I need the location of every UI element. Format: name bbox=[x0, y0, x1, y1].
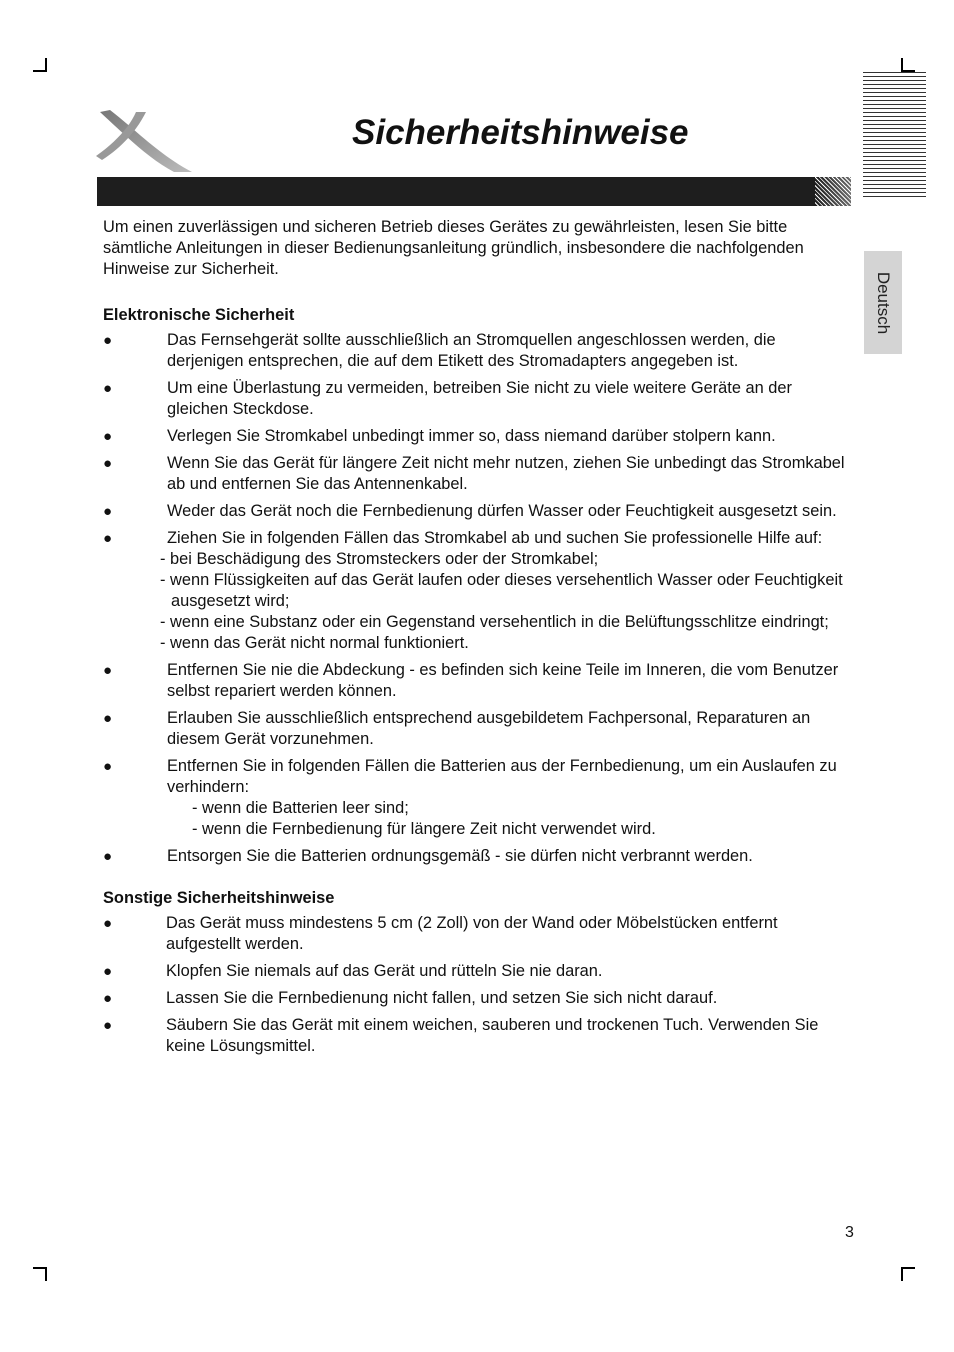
list-item bbox=[103, 846, 851, 867]
bullet-icon: ● bbox=[103, 710, 113, 727]
language-tab bbox=[864, 251, 902, 354]
list-item bbox=[103, 330, 851, 372]
sub-item: - wenn die Fernbedienung für längere Zeit nicht verwendet wird. bbox=[192, 820, 656, 838]
crop-mark-top-left bbox=[33, 58, 47, 72]
intro-paragraph: Um einen zuverlässigen und sicheren Betrieb dieses Gerätes zu gewährleisten, lesen Sie bitte sämtliche Anleitungen in dieser Bedienungsanleitung gründlich, insbesondere die nachfolgenden Hinweise zur Sicherheit. bbox=[103, 218, 804, 278]
content bbox=[103, 217, 851, 1063]
list-item-text: Klopfen Sie niemals auf das Gerät und rütteln Sie nie daran. bbox=[166, 962, 603, 980]
sub-item: - wenn die Batterien leer sind; bbox=[192, 799, 409, 817]
bullet-icon: ● bbox=[103, 848, 113, 865]
list-item bbox=[103, 961, 851, 982]
list-item-text: Ziehen Sie in folgenden Fällen das Stromkabel ab und suchen Sie professionelle Hilfe auf: bbox=[167, 529, 823, 547]
list-item bbox=[103, 913, 851, 955]
bullet-icon: ● bbox=[103, 990, 113, 1007]
bullet-icon: ● bbox=[103, 380, 113, 397]
title-bar bbox=[97, 177, 851, 206]
section-gap bbox=[103, 873, 851, 888]
list-item bbox=[103, 453, 851, 495]
bullet-icon: ● bbox=[103, 662, 113, 679]
list-item bbox=[103, 426, 851, 447]
list-item-text: Weder das Gerät noch die Fernbedienung dürfen Wasser oder Feuchtigkeit ausgesetzt sein. bbox=[167, 502, 837, 520]
list-item bbox=[103, 501, 851, 522]
list-item bbox=[103, 708, 851, 750]
list-item bbox=[103, 660, 851, 702]
other-safety-list bbox=[103, 913, 851, 1057]
sub-list-power bbox=[160, 549, 851, 654]
crop-mark-top-right bbox=[901, 58, 915, 72]
list-item bbox=[103, 1015, 851, 1057]
list-item-text: Wenn Sie das Gerät für längere Zeit nicht mehr nutzen, ziehen Sie unbedingt das Stromkabel ab und entfernen Sie das Antennenkabel. bbox=[167, 454, 845, 493]
electronic-safety-list bbox=[103, 330, 851, 867]
decorative-stripes bbox=[863, 72, 926, 198]
crop-mark-bottom-right bbox=[901, 1267, 915, 1281]
sub-item: - wenn Flüssigkeiten auf das Gerät laufen oder dieses versehentlich Wasser oder Feuchtigkeit ausgesetzt wird; bbox=[160, 571, 843, 610]
title-bar-fade bbox=[815, 177, 851, 206]
bullet-icon: ● bbox=[103, 455, 113, 472]
bullet-icon: ● bbox=[103, 503, 113, 520]
list-item-text: Um eine Überlastung zu vermeiden, betreiben Sie nicht zu viele weitere Geräte an der gleichen Steckdose. bbox=[167, 379, 792, 418]
bullet-icon: ● bbox=[103, 963, 113, 980]
list-item bbox=[103, 756, 851, 840]
list-item-text: Das Gerät muss mindestens 5 cm (2 Zoll) von der Wand oder Möbelstücken entfernt aufgestellt werden. bbox=[166, 914, 778, 953]
bullet-icon: ● bbox=[103, 428, 113, 445]
sub-item: - wenn eine Substanz oder ein Gegenstand versehentlich in die Belüftungsschlitze eindringt; bbox=[160, 613, 829, 631]
list-item bbox=[103, 988, 851, 1009]
list-item-text: Entfernen Sie nie die Abdeckung - es befinden sich keine Teile im Inneren, die vom Benutzer selbst repariert werden können. bbox=[167, 661, 839, 700]
list-item-text: Verlegen Sie Stromkabel unbedingt immer so, dass niemand darüber stolpern kann. bbox=[167, 427, 776, 445]
list-item-text: Entsorgen Sie die Batterien ordnungsgemäß - sie dürfen nicht verbrannt werden. bbox=[167, 847, 753, 865]
crop-mark-bottom-left bbox=[33, 1267, 47, 1281]
list-item-text: Das Fernsehgerät sollte ausschließlich an Stromquellen angeschlossen werden, die derjenigen entsprechen, die auf dem Etikett des Stromadapters angegeben ist. bbox=[167, 331, 776, 370]
list-item-text: Entfernen Sie in folgenden Fällen die Batterien aus der Fernbedienung, um ein Auslaufen zu verhindern: bbox=[167, 757, 837, 796]
bullet-icon: ● bbox=[103, 332, 113, 349]
list-item-text: Lassen Sie die Fernbedienung nicht fallen, und setzen Sie sich nicht darauf. bbox=[166, 989, 718, 1007]
section-heading-electronic: Elektronische Sicherheit bbox=[103, 306, 295, 324]
bullet-icon: ● bbox=[103, 915, 113, 932]
bullet-icon: ● bbox=[103, 758, 113, 775]
sub-item: - wenn das Gerät nicht normal funktioniert. bbox=[160, 634, 469, 652]
list-item-text: Erlauben Sie ausschließlich entsprechend ausgebildetem Fachpersonal, Reparaturen an diesem Gerät vorzunehmen. bbox=[167, 709, 811, 748]
bullet-icon: ● bbox=[103, 530, 113, 547]
x-logo-icon bbox=[96, 108, 192, 174]
list-item-text: Säubern Sie das Gerät mit einem weichen, sauberen und trockenen Tuch. Verwenden Sie keine Lösungsmittel. bbox=[166, 1016, 819, 1055]
page-number: 3 bbox=[845, 1224, 854, 1241]
bullet-icon: ● bbox=[103, 1017, 113, 1034]
page-title: Sicherheitshinweise bbox=[352, 113, 689, 152]
list-item bbox=[103, 378, 851, 420]
sub-item: - bei Beschädigung des Stromsteckers oder der Stromkabel; bbox=[160, 550, 599, 568]
language-tab-label: Deutsch bbox=[874, 271, 893, 334]
sub-list-battery bbox=[192, 798, 851, 840]
list-item bbox=[103, 528, 851, 654]
section-heading-other: Sonstige Sicherheitshinweise bbox=[103, 889, 335, 907]
